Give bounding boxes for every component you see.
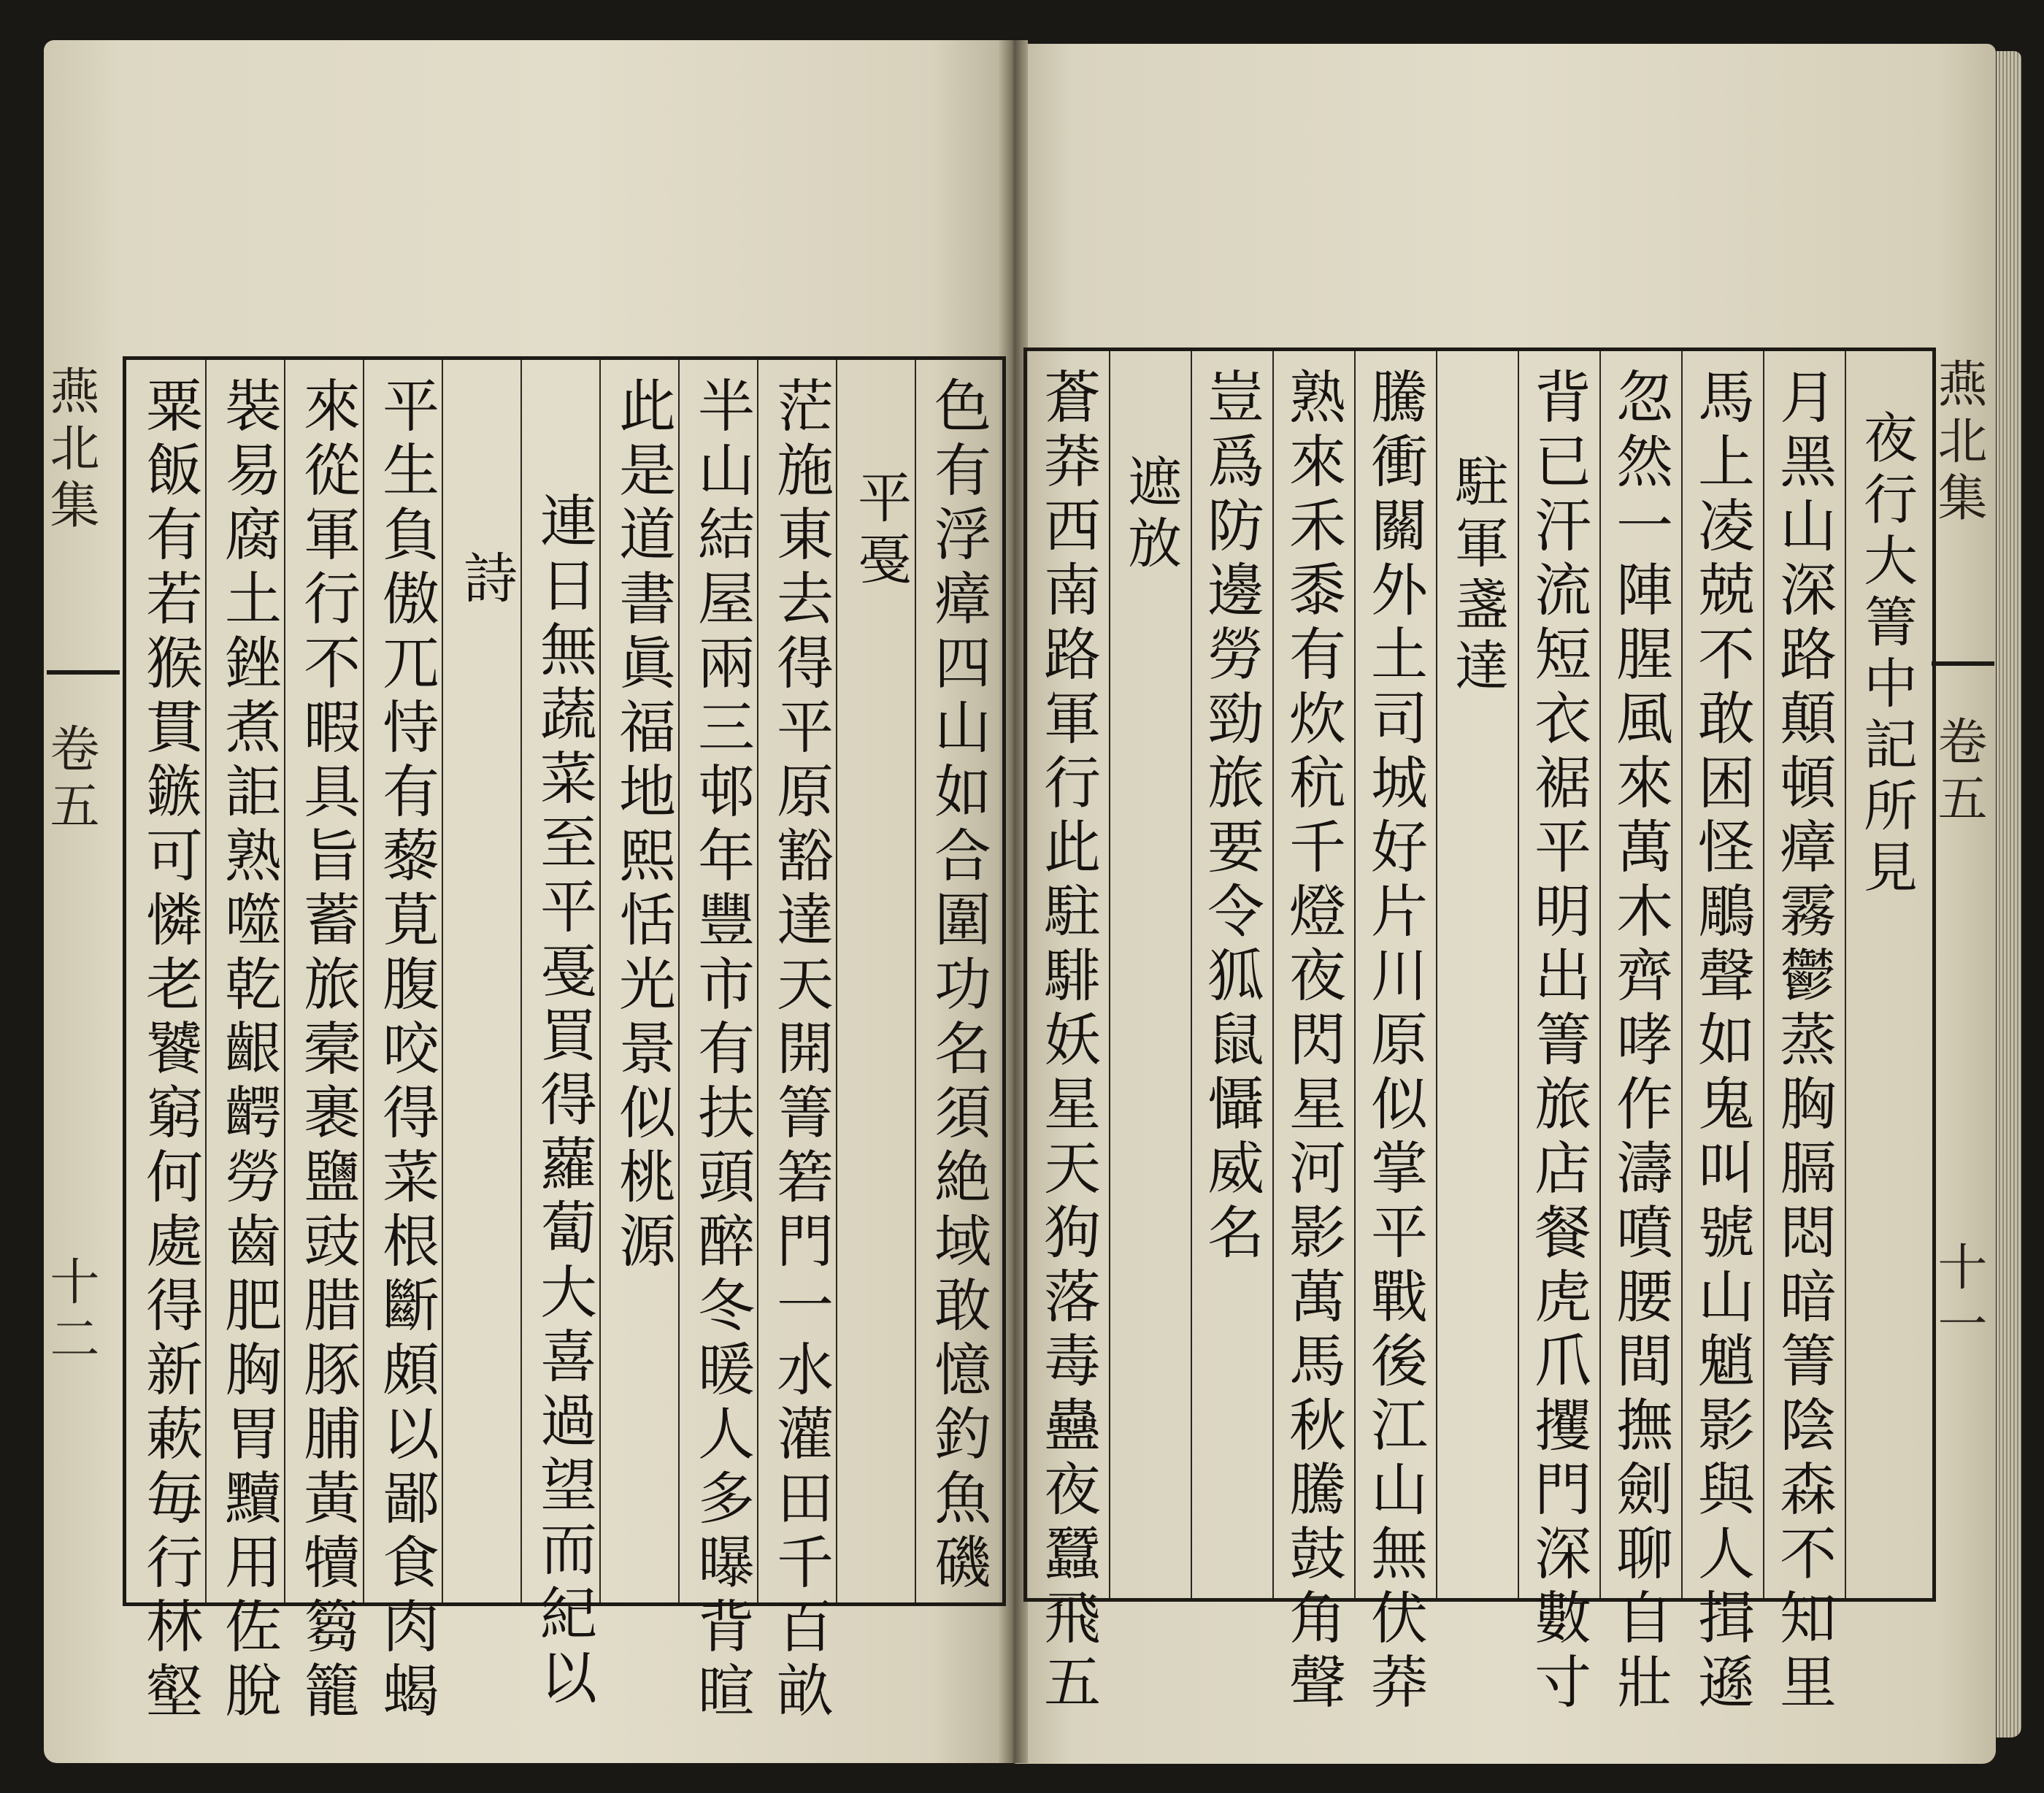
left-text-frame bbox=[123, 356, 1006, 1725]
margin-volume: 卷五 bbox=[42, 723, 99, 837]
column-rule bbox=[520, 360, 522, 1602]
column-rule bbox=[1272, 351, 1274, 1598]
margin-leaf-number: 十一 bbox=[1929, 1241, 1987, 1355]
column-rule bbox=[678, 360, 680, 1602]
text-column: 裝易腐土銼煮詎熟噬乾齦齶勞齒肥胸胃黷用佐脫 bbox=[215, 376, 281, 1725]
column-rule bbox=[205, 360, 207, 1602]
column-rule bbox=[1191, 351, 1192, 1598]
margin-book-title: 燕北集 bbox=[1929, 358, 1987, 529]
column-rule bbox=[915, 360, 916, 1602]
column-rule bbox=[1681, 351, 1683, 1598]
fish-tail-mark bbox=[1932, 661, 1994, 666]
margin-leaf-number: 十二 bbox=[42, 1256, 99, 1370]
text-column: 色有浮瘴四山如合圍功名須絶域敢憶釣魚磯 bbox=[925, 376, 991, 1597]
poem-title: 駐軍盞達 bbox=[1446, 453, 1509, 699]
text-column: 半山結屋兩三邨年豐市有扶頭醉冬暖人多曝背暄 bbox=[688, 376, 754, 1725]
preface-column: 連日無蔬菜至平戞買得蘿蔔大喜過望而紀以 bbox=[531, 491, 596, 1712]
text-column: 粟飯有若猴貫鏃可憐老饕窮何處得新蔌毎行林壑 bbox=[137, 376, 202, 1725]
column-rule bbox=[363, 360, 364, 1602]
text-column: 來從軍行不暇具旨蓄旅槖裹鹽豉腊豚脯黃犢篘籠 bbox=[294, 376, 360, 1725]
column-rule bbox=[836, 360, 837, 1602]
preface-column: 詩 bbox=[455, 550, 518, 611]
text-column: 平生負傲兀恃有藜莧腹咬得菜根斷頗以鄙食肉蝎 bbox=[373, 376, 439, 1725]
text-column: 忽然一陣腥風來萬木齊哮作濤噴腰間撫劍聊自壯 bbox=[1607, 367, 1672, 1716]
poem-title: 夜行大箐中記所見 bbox=[1855, 410, 1918, 900]
text-column: 蒼莽西南路軍行此駐騑妖星天狗落毒蠱夜蠶飛五 bbox=[1034, 367, 1100, 1716]
column-rule bbox=[442, 360, 443, 1602]
fish-tail-mark bbox=[47, 670, 120, 675]
text-column: 此是道書眞福地熙恬光景似桃源 bbox=[610, 376, 675, 1275]
poem-title: 平戞 bbox=[849, 469, 912, 592]
column-rule bbox=[1518, 351, 1519, 1598]
column-rule bbox=[1845, 351, 1846, 1598]
text-column: 騰衝關外土司城好片川原似掌平戰後江山無伏莽 bbox=[1361, 367, 1427, 1716]
column-rule bbox=[284, 360, 285, 1602]
column-rule bbox=[1436, 351, 1437, 1598]
text-column: 熟來禾黍有炊秔千燈夜閃星河影萬馬秋騰鼓角聲 bbox=[1280, 367, 1345, 1716]
text-column: 豈爲防邊勞勁旅要令狐鼠懾威名 bbox=[1198, 367, 1264, 1267]
margin-book-title: 燕北集 bbox=[42, 365, 99, 536]
column-rule bbox=[1599, 351, 1601, 1598]
text-column: 背已汗流短衣裾平明出箐旅店餐虎爪攫門深數寸 bbox=[1525, 367, 1591, 1716]
column-rule bbox=[1763, 351, 1764, 1598]
right-text-frame bbox=[1023, 348, 1936, 1716]
column-rule bbox=[1109, 351, 1110, 1598]
column-rule bbox=[599, 360, 601, 1602]
margin-volume: 卷五 bbox=[1929, 715, 1987, 829]
text-column: 馬上凌兢不敢困怪鵰聲如鬼叫號山魈影與人揖遜 bbox=[1688, 367, 1754, 1716]
page-edges bbox=[1997, 51, 2021, 1738]
poem-title: 遮放 bbox=[1119, 453, 1182, 576]
column-rule bbox=[1354, 351, 1356, 1598]
text-column: 茫施東去得平原豁達天開箐箬門一水灌田千百畝 bbox=[767, 376, 833, 1725]
text-column: 月黑山深路顛頓瘴霧鬱蒸胸膈悶暗箐陰森不知里 bbox=[1770, 367, 1836, 1716]
column-rule bbox=[757, 360, 758, 1602]
